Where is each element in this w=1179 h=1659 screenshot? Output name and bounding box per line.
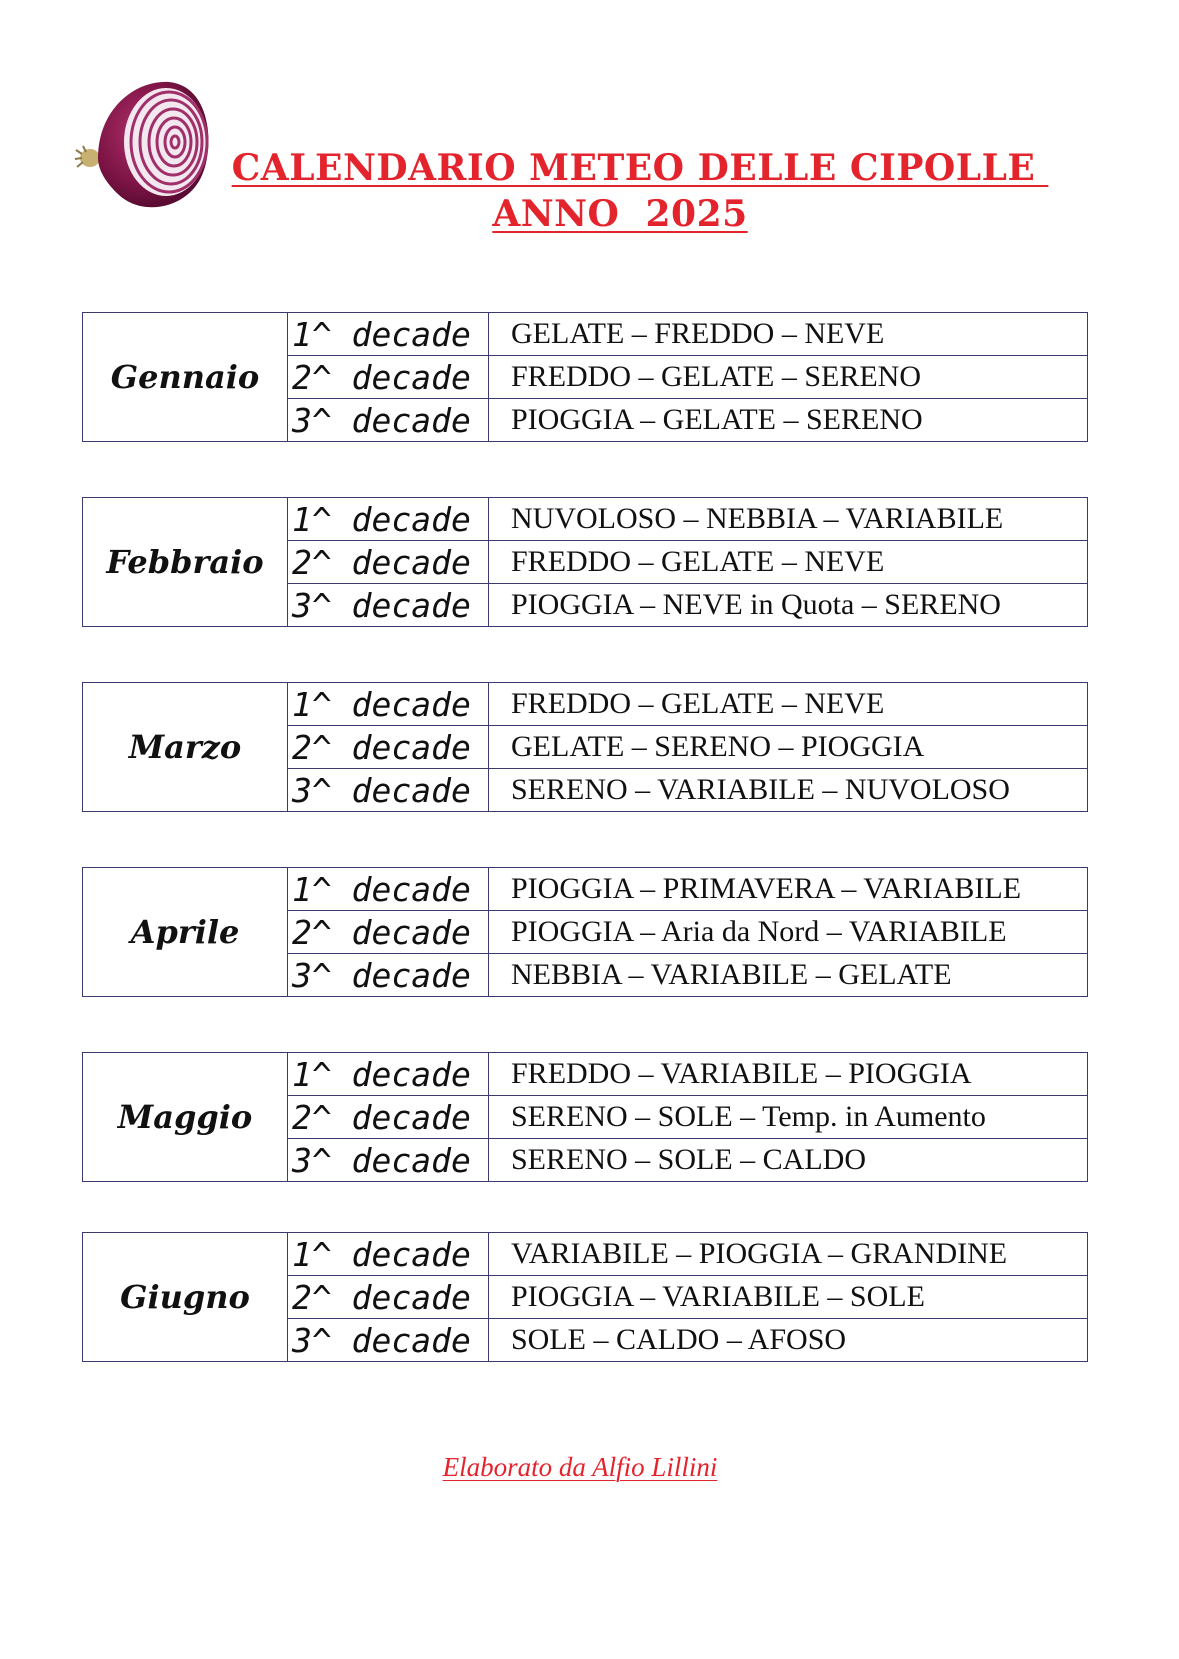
month-table-maggio bbox=[82, 1052, 1088, 1182]
decade-forecast: SOLE – CALDO – AFOSO bbox=[489, 1319, 1088, 1362]
decade-forecast: NUVOLOSO – NEBBIA – VARIABILE bbox=[489, 498, 1088, 541]
author-credit: Elaborato da Alfio Lillini bbox=[442, 1452, 718, 1482]
month-name: Aprile bbox=[83, 868, 288, 997]
decade-label: 3^ decade bbox=[288, 1139, 489, 1182]
table-row bbox=[83, 683, 1088, 726]
decade-forecast: PIOGGIA – NEVE in Quota – SERENO bbox=[489, 584, 1088, 627]
decade-forecast: FREDDO – VARIABILE – PIOGGIA bbox=[489, 1053, 1088, 1096]
page-subtitle-year: ANNO 2025 bbox=[492, 193, 748, 235]
table-row bbox=[83, 1233, 1088, 1276]
decade-forecast: SERENO – SOLE – Temp. in Aumento bbox=[489, 1096, 1088, 1139]
decade-label: 1^ decade bbox=[288, 683, 489, 726]
decade-label: 2^ decade bbox=[288, 1276, 489, 1319]
decade-label: 1^ decade bbox=[288, 1233, 489, 1276]
decade-forecast: GELATE – FREDDO – NEVE bbox=[489, 313, 1088, 356]
decade-label: 1^ decade bbox=[288, 1053, 489, 1096]
month-name: Marzo bbox=[83, 683, 288, 812]
decade-forecast: FREDDO – GELATE – NEVE bbox=[489, 541, 1088, 584]
table-row bbox=[83, 498, 1088, 541]
onion-root-icon bbox=[75, 146, 100, 167]
month-table-giugno bbox=[82, 1232, 1088, 1362]
month-table-aprile bbox=[82, 867, 1088, 997]
decade-forecast: NEBBIA – VARIABILE – GELATE bbox=[489, 954, 1088, 997]
decade-label: 2^ decade bbox=[288, 541, 489, 584]
decade-forecast: FREDDO – GELATE – NEVE bbox=[489, 683, 1088, 726]
table-row bbox=[83, 868, 1088, 911]
decade-label: 1^ decade bbox=[288, 868, 489, 911]
decade-forecast: VARIABILE – PIOGGIA – GRANDINE bbox=[489, 1233, 1088, 1276]
month-name: Gennaio bbox=[83, 313, 288, 442]
month-table-marzo bbox=[82, 682, 1088, 812]
month-table-gennaio bbox=[82, 312, 1088, 442]
decade-label: 3^ decade bbox=[288, 584, 489, 627]
decade-label: 1^ decade bbox=[288, 498, 489, 541]
decade-label: 2^ decade bbox=[288, 911, 489, 954]
decade-label: 3^ decade bbox=[288, 399, 489, 442]
decade-label: 3^ decade bbox=[288, 769, 489, 812]
decade-label: 2^ decade bbox=[288, 726, 489, 769]
page-title: CALENDARIO METEO DELLE CIPOLLE bbox=[231, 147, 1049, 189]
month-table-febbraio bbox=[82, 497, 1088, 627]
decade-forecast: PIOGGIA – VARIABILE – SOLE bbox=[489, 1276, 1088, 1319]
table-row bbox=[83, 313, 1088, 356]
decade-forecast: FREDDO – GELATE – SERENO bbox=[489, 356, 1088, 399]
table-row bbox=[83, 1053, 1088, 1096]
decade-forecast: PIOGGIA – PRIMAVERA – VARIABILE bbox=[489, 868, 1088, 911]
decade-label: 2^ decade bbox=[288, 1096, 489, 1139]
decade-forecast: GELATE – SERENO – PIOGGIA bbox=[489, 726, 1088, 769]
month-name: Maggio bbox=[83, 1053, 288, 1182]
month-name: Giugno bbox=[83, 1233, 288, 1362]
month-name: Febbraio bbox=[83, 498, 288, 627]
decade-label: 3^ decade bbox=[288, 1319, 489, 1362]
decade-label: 1^ decade bbox=[288, 313, 489, 356]
decade-label: 3^ decade bbox=[288, 954, 489, 997]
decade-forecast: PIOGGIA – GELATE – SERENO bbox=[489, 399, 1088, 442]
decade-forecast: SERENO – VARIABILE – NUVOLOSO bbox=[489, 769, 1088, 812]
decade-forecast: PIOGGIA – Aria da Nord – VARIABILE bbox=[489, 911, 1088, 954]
decade-label: 2^ decade bbox=[288, 356, 489, 399]
decade-forecast: SERENO – SOLE – CALDO bbox=[489, 1139, 1088, 1182]
